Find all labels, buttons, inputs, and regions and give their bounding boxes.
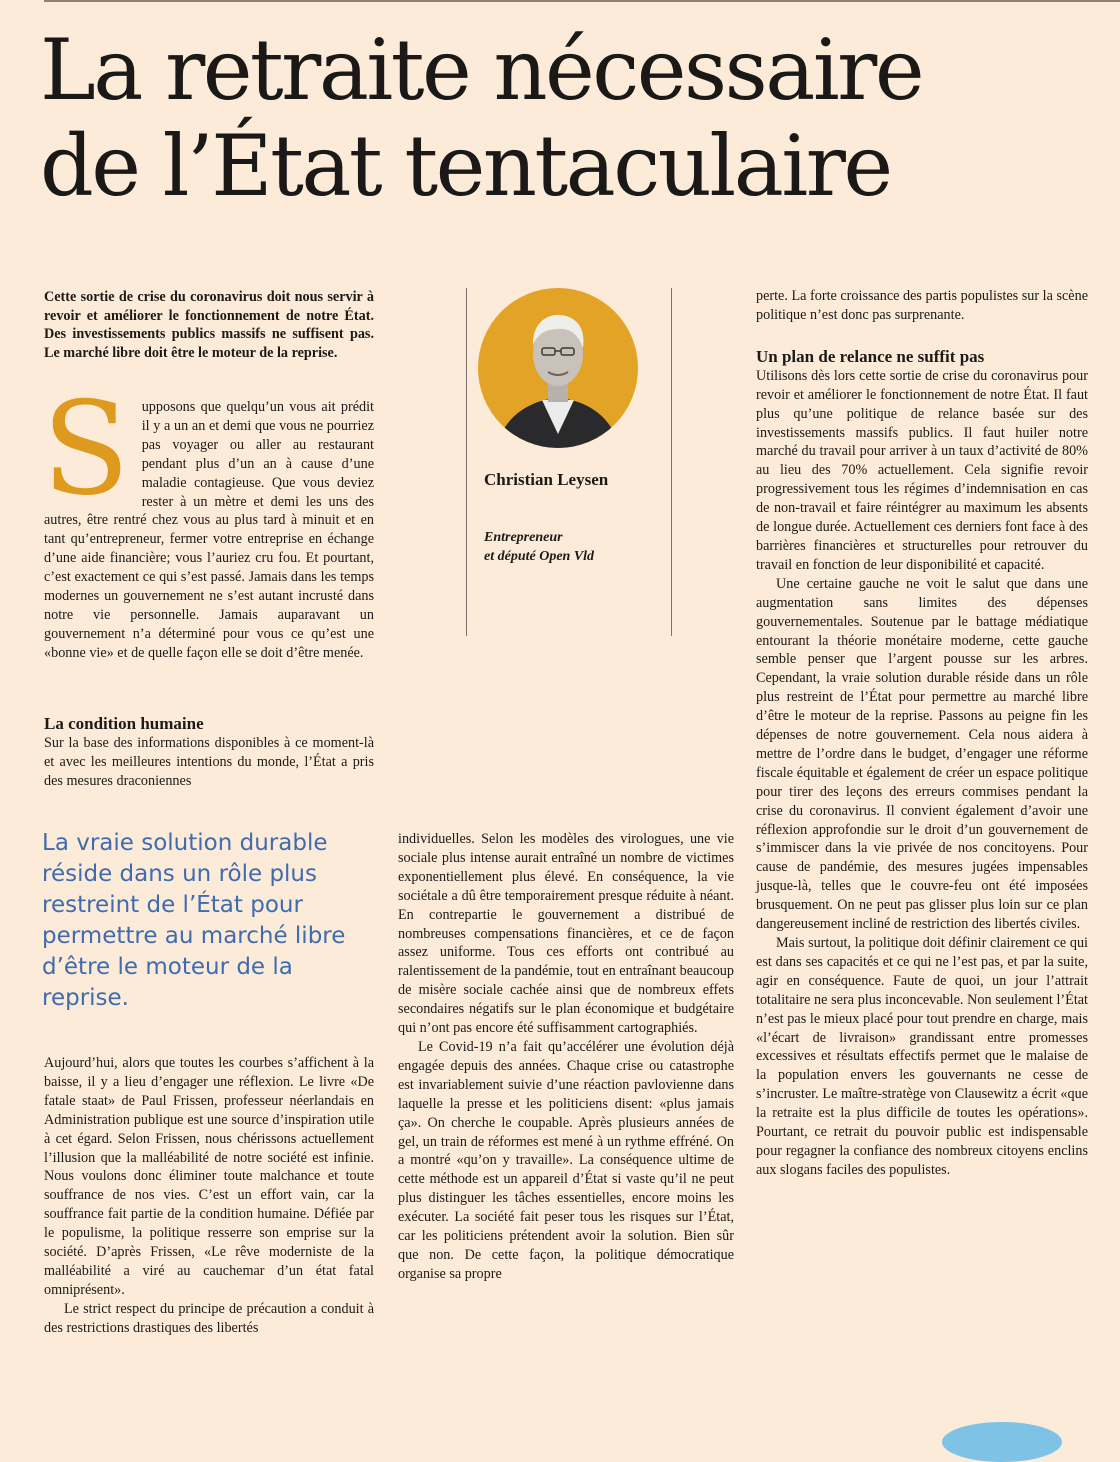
headline-line-1: La retraite nécessaire	[40, 21, 923, 119]
paragraph-surtout: Mais surtout, la politique doit définir clairement ce qui est dans ses capacités et ce qui ne l’est pas, et par la suite, agir en conséquence. Faute de quoi, un jour l’attrait totalitaire ne sera plus inconcevable. Non seulement l’État n’est pas le mieux placé pour tout prendre en charge, mais «l’écart de livraison» grandissant entre promesses excessives et résultats effectifs permet que le malaise de la population envers les gouvernants ne cesse de s’incruster. Le maître-stratège von Clausewitz a écrit «que la retraite est la plus difficile de toutes les opérations». Pourtant, ce retrait du pouvoir public est indispensable pour regagner la confiance des nombreux citoyens enclins aux slogans faciles des populistes.	[756, 935, 1088, 1178]
author-box	[466, 288, 672, 636]
corner-badge	[942, 1422, 1062, 1462]
intro-paragraph	[42, 375, 374, 663]
paragraph-populistes: perte. La forte croissance des partis populistes sur la scène politique n’est donc pas surprenante.	[756, 288, 1088, 323]
pull-quote: La vraie solution durable réside dans un rôle plus restreint de l’État pour permettre au marché libre d’être le moteur de la reprise.	[42, 830, 346, 1011]
subhead-condition-humaine: La condition humaine	[44, 714, 204, 733]
portrait-illustration	[478, 288, 638, 448]
intro-text: upposons que quelqu’un vous ait prédit il y a un an et demi que vous ne pourriez pas voyager ou aller au restaurant pendant plus d’un an à cause d’une maladie contagieuse. Que vous deviez rester à un mètre et demi les uns des autres, être rentré chez vous au plus tard à minuit et en tant qu’entrepreneur, fermer votre entreprise en échange d’une aide financière; vous l’auriez cru fou. Et pourtant, c’est exactement ce qui s’est passé. Jamais dans les temps modernes un gouvernement ne s’est autant incrusté dans notre vie personnelle. Jamais auparavant un gouvernement n’a déterminé pour vous ce qu’est une «bonne vie» et de quelle façon elle se doit d’être menée.	[44, 399, 374, 661]
author-role-line-1: Entrepreneur	[484, 530, 563, 545]
top-rule	[44, 0, 1120, 2]
author-role-line-2: et député Open Vld	[484, 549, 595, 564]
paragraph-relance: Utilisons dès lors cette sortie de crise du coronavirus pour revoir et améliorer le fonctionnement de notre État. Il faut plus qu’une politique de relance basée sur des investissements massifs publics. Il faut huiler notre marché du travail pour arriver à un taux d’activité de 80% au lieu des 70% actuellement. Cela signifie revoir progressivement tous les régimes d’indemnisation en cas de non-travail et faire réintégrer au maximum les absents de longue durée. Actuellement ces derniers font face à des barrières financières et structurelles pour retrouver du travail en fonction de leur disponibilité et capacité.	[756, 367, 1088, 573]
paragraph-frissen: Aujourd’hui, alors que toutes les courbes s’affichent à la baisse, il y a lieu d’engager une réflexion. Le livre «De fatale staat» de Paul Frissen, professeur néerlandais en Administration publique est une source d’inspiration utile à cet égard. Selon Frissen, nous chérissons actuellement l’illusion que la malléabilité de notre société est infinie. Nous voulons donc éliminer toute malchance et toute souffrance de nos vies. C’est un effort vain, car la souffrance fait partie de la condition humaine. Défiée par le populisme, la politique resserre son emprise sur la société. D’après Frissen, «Le rêve moderniste de la malléabilité a viré au cauchemar d’un état fatal omniprésent».	[44, 1055, 374, 1298]
paragraph-virologues: individuelles. Selon les modèles des virologues, une vie sociale plus intense aurait entraîné un nombre de victimes exponentiellement plus élevé. En conséquence, la vie sociétale a dû être temporairement presque réduite à néant. En contrepartie le gouvernement a distribué de nombreuses compensations financières, et ce de façon assez uniforme. Tous ces efforts ont contribué au ralentissement de la pandémie, tout en entraînant beaucoup de misère sociale cachée ainsi que de nombreux effets secondaires négatifs sur le plan économique et budgétaire qui n’ont pas encore été suffisamment cartographiés.	[398, 831, 734, 1037]
paragraph-precaution: Le strict respect du principe de précaution a conduit à des restrictions drastiques des libertés	[44, 1300, 374, 1336]
section-condition-humaine	[44, 714, 374, 791]
drop-cap: S	[42, 375, 130, 524]
paragraph-covid: Le Covid-19 n’a fait qu’accélérer une évolution déjà engagée depuis des années. Chaque crise ou catastrophe est invariablement suivie d’une réaction pavlovienne dans laquelle la presse et les politiciens disent: «plus jamais ça». On cherche le coupable. Après plusieurs années de gel, un train de réformes est mené à un rythme effréné. On a montré «qu’on y travaille». La conséquence ultime de cette méthode est un appareil d’État si vaste qu’il ne peut plus distinguer les tâches essentielles, encore moins les exécuter. La société fait peser tous les risques sur l’État, car les politiciens prétendent avoir la solution. Bien sûr que non. De cette façon, la politique démocratique organise sa propre	[398, 1038, 734, 1282]
author-name: Christian Leysen	[484, 470, 609, 489]
paragraph-condition-humaine: Sur la base des informations disponibles à ce moment-là et avec les meilleures intentions du monde, l’État a pris des mesures draconiennes	[44, 735, 374, 789]
column-1	[44, 288, 374, 362]
divider-left	[466, 288, 467, 636]
subhead-plan-relance: Un plan de relance ne suffit pas	[756, 346, 985, 366]
column-2	[398, 830, 734, 1284]
divider-right	[671, 288, 672, 636]
column-1-bottom	[44, 1054, 374, 1338]
lead-paragraph: Cette sortie de crise du coronavirus doit nous servir à revoir et améliorer le fonctionnement de notre État. Des investissements publics massifs ne suffisent pas. Le marché libre doit être le moteur de la reprise.	[44, 289, 374, 361]
author-portrait	[478, 288, 638, 448]
column-1-body	[42, 375, 374, 663]
paragraph-gauche: Une certaine gauche ne voit le salut que dans une augmentation sans limites des dépenses gouvernementales. Soutenue par le battage médiatique entourant la théorie monétaire moderne, cette gauche semble penser que l’argent pousse sur les arbres. Cependant, la vraie solution durable réside dans un rôle plus restreint de l’État pour permettre au marché libre d’être le moteur de la reprise. Passons au peigne fin les dépenses de notre gouvernement. Cela nous aidera à mettre de l’ordre dans le budget, d’engager une réforme fiscale équitable et également de créer un espace politique pour tirer des leçons des erreurs commises pendant la crise du coronavirus. Il convient également d’avoir une réflexion approfondie sur le droit d’un gouvernement de s’immiscer dans la vie privée de nos concitoyens. Pour cause de pandémie, des mesures jugées impensables jusque-là, telles que le couvre-feu ont été imposées brusquement. On ne peut pas glisser plus loin sur ce plan dangereusement incliné de restriction des libertés civiles.	[756, 575, 1088, 933]
author-role	[484, 528, 664, 566]
column-3	[756, 287, 1088, 1180]
headline-line-2: de l’État tentaculaire	[40, 117, 891, 215]
headline	[40, 22, 1100, 214]
